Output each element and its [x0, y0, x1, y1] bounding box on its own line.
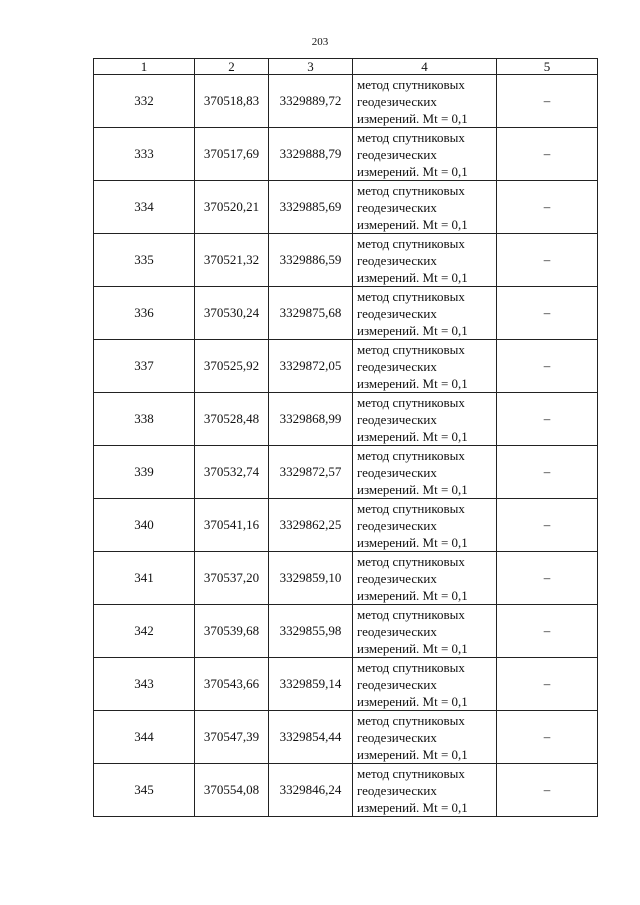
- method-line: измерений. Mt = 0,1: [357, 693, 468, 709]
- table-row: [94, 340, 598, 393]
- table-row: [94, 446, 598, 499]
- coordinate-y: 3329889,72: [269, 75, 353, 128]
- method-line: геодезических: [357, 411, 437, 427]
- method-line: геодезических: [357, 676, 437, 692]
- table-row: [94, 711, 598, 764]
- method-line: геодезических: [357, 146, 437, 162]
- header-row: [94, 59, 598, 75]
- method-line: метод спутниковых: [357, 447, 465, 463]
- method-line: геодезических: [357, 305, 437, 321]
- point-number: 338: [94, 393, 195, 446]
- coordinate-x: 370537,20: [195, 552, 269, 605]
- table-row: [94, 605, 598, 658]
- coordinate-y: 3329872,57: [269, 446, 353, 499]
- coordinate-x: 370528,48: [195, 393, 269, 446]
- point-number: 337: [94, 340, 195, 393]
- coordinate-x: 370518,83: [195, 75, 269, 128]
- point-number: 332: [94, 75, 195, 128]
- method-description: [353, 287, 497, 340]
- method-description: [353, 552, 497, 605]
- method-description: [353, 446, 497, 499]
- method-line: измерений. Mt = 0,1: [357, 428, 468, 444]
- coordinate-x: 370547,39: [195, 711, 269, 764]
- method-line: метод спутниковых: [357, 394, 465, 410]
- method-line: метод спутниковых: [357, 235, 465, 251]
- method-line: геодезических: [357, 517, 437, 533]
- coordinate-y: 3329859,10: [269, 552, 353, 605]
- table-body: [94, 75, 598, 817]
- coordinate-y: 3329855,98: [269, 605, 353, 658]
- table-row: [94, 658, 598, 711]
- method-line: метод спутниковых: [357, 341, 465, 357]
- note-dash: –: [497, 552, 598, 605]
- method-line: геодезических: [357, 93, 437, 109]
- point-number: 340: [94, 499, 195, 552]
- table-header: [94, 59, 598, 75]
- coordinate-y: 3329859,14: [269, 658, 353, 711]
- coordinate-y: 3329872,05: [269, 340, 353, 393]
- point-number: 342: [94, 605, 195, 658]
- method-line: измерений. Mt = 0,1: [357, 587, 468, 603]
- table-row: [94, 764, 598, 817]
- method-line: измерений. Mt = 0,1: [357, 110, 468, 126]
- method-line: метод спутниковых: [357, 553, 465, 569]
- point-number: 343: [94, 658, 195, 711]
- method-line: измерений. Mt = 0,1: [357, 269, 468, 285]
- note-dash: –: [497, 446, 598, 499]
- table-row: [94, 393, 598, 446]
- note-dash: –: [497, 75, 598, 128]
- coordinate-y: 3329868,99: [269, 393, 353, 446]
- method-line: измерений. Mt = 0,1: [357, 746, 468, 762]
- coordinate-x: 370554,08: [195, 764, 269, 817]
- method-line: геодезических: [357, 570, 437, 586]
- point-number: 344: [94, 711, 195, 764]
- method-description: [353, 234, 497, 287]
- method-line: геодезических: [357, 782, 437, 798]
- method-line: метод спутниковых: [357, 182, 465, 198]
- point-number: 336: [94, 287, 195, 340]
- table-row: [94, 287, 598, 340]
- method-line: измерений. Mt = 0,1: [357, 640, 468, 656]
- coordinate-y: 3329885,69: [269, 181, 353, 234]
- note-dash: –: [497, 287, 598, 340]
- point-number: 334: [94, 181, 195, 234]
- coordinate-x: 370521,32: [195, 234, 269, 287]
- method-line: метод спутниковых: [357, 76, 465, 92]
- note-dash: –: [497, 393, 598, 446]
- point-number: 333: [94, 128, 195, 181]
- method-line: геодезических: [357, 464, 437, 480]
- method-line: метод спутниковых: [357, 659, 465, 675]
- note-dash: –: [497, 340, 598, 393]
- method-description: [353, 605, 497, 658]
- method-line: измерений. Mt = 0,1: [357, 375, 468, 391]
- coordinate-x: 370525,92: [195, 340, 269, 393]
- coordinate-x: 370520,21: [195, 181, 269, 234]
- coordinate-x: 370532,74: [195, 446, 269, 499]
- method-line: метод спутниковых: [357, 712, 465, 728]
- coordinate-y: 3329854,44: [269, 711, 353, 764]
- point-number: 345: [94, 764, 195, 817]
- method-description: [353, 128, 497, 181]
- note-dash: –: [497, 764, 598, 817]
- method-description: [353, 764, 497, 817]
- method-line: метод спутниковых: [357, 288, 465, 304]
- table-row: [94, 499, 598, 552]
- note-dash: –: [497, 605, 598, 658]
- table-row: [94, 552, 598, 605]
- note-dash: –: [497, 711, 598, 764]
- coordinate-y: 3329888,79: [269, 128, 353, 181]
- note-dash: –: [497, 181, 598, 234]
- note-dash: –: [497, 128, 598, 181]
- point-number: 335: [94, 234, 195, 287]
- note-dash: –: [497, 234, 598, 287]
- coordinate-y: 3329875,68: [269, 287, 353, 340]
- method-line: измерений. Mt = 0,1: [357, 322, 468, 338]
- method-description: [353, 499, 497, 552]
- method-description: [353, 75, 497, 128]
- method-line: метод спутниковых: [357, 765, 465, 781]
- table-row: [94, 128, 598, 181]
- method-description: [353, 181, 497, 234]
- method-line: геодезических: [357, 252, 437, 268]
- table-row: [94, 181, 598, 234]
- coordinate-x: 370543,66: [195, 658, 269, 711]
- method-line: геодезических: [357, 358, 437, 374]
- header-col-1: 1: [94, 59, 195, 75]
- method-line: метод спутниковых: [357, 129, 465, 145]
- method-line: геодезических: [357, 623, 437, 639]
- point-number: 339: [94, 446, 195, 499]
- coordinate-y: 3329886,59: [269, 234, 353, 287]
- method-line: метод спутниковых: [357, 500, 465, 516]
- header-col-5: 5: [497, 59, 598, 75]
- table-row: [94, 75, 598, 128]
- method-line: измерений. Mt = 0,1: [357, 216, 468, 232]
- note-dash: –: [497, 499, 598, 552]
- method-description: [353, 711, 497, 764]
- page-number: 203: [311, 36, 329, 48]
- method-line: измерений. Mt = 0,1: [357, 799, 468, 815]
- method-description: [353, 393, 497, 446]
- point-number: 341: [94, 552, 195, 605]
- method-description: [353, 340, 497, 393]
- coordinate-x: 370530,24: [195, 287, 269, 340]
- table-row: [94, 234, 598, 287]
- method-line: измерений. Mt = 0,1: [357, 163, 468, 179]
- coordinates-table: [93, 58, 598, 817]
- note-dash: –: [497, 658, 598, 711]
- header-col-4: 4: [353, 59, 497, 75]
- method-description: [353, 658, 497, 711]
- header-col-3: 3: [269, 59, 353, 75]
- coordinate-x: 370539,68: [195, 605, 269, 658]
- method-line: измерений. Mt = 0,1: [357, 534, 468, 550]
- method-line: метод спутниковых: [357, 606, 465, 622]
- coordinate-y: 3329846,24: [269, 764, 353, 817]
- method-line: измерений. Mt = 0,1: [357, 481, 468, 497]
- coordinate-x: 370517,69: [195, 128, 269, 181]
- method-line: геодезических: [357, 729, 437, 745]
- header-col-2: 2: [195, 59, 269, 75]
- coordinate-y: 3329862,25: [269, 499, 353, 552]
- method-line: геодезических: [357, 199, 437, 215]
- coordinate-x: 370541,16: [195, 499, 269, 552]
